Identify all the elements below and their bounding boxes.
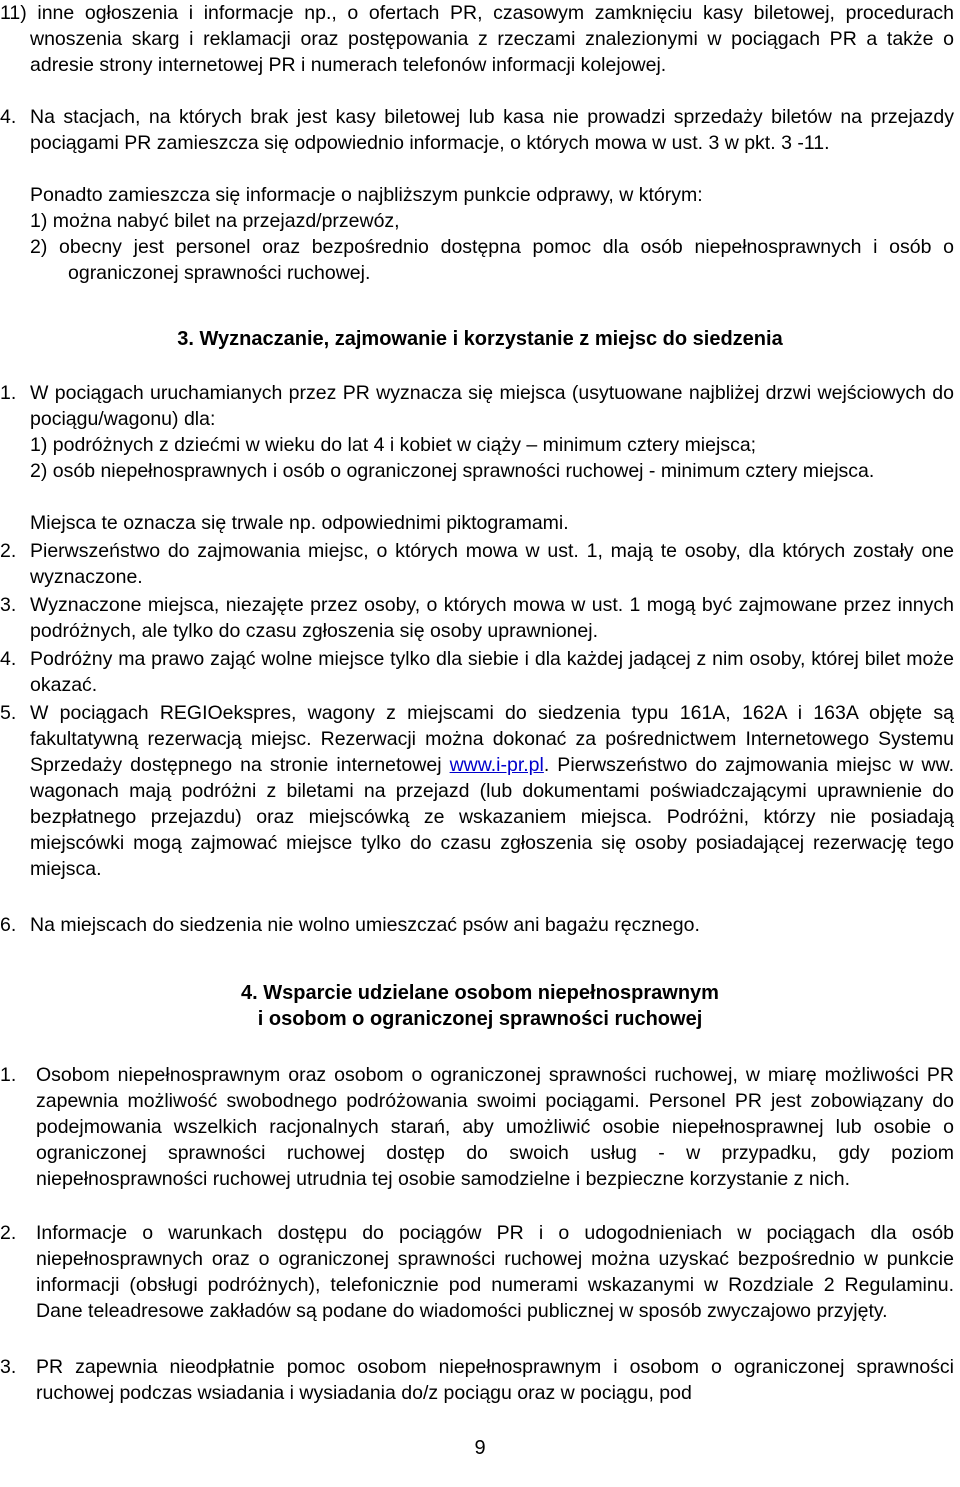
list-item-text: 11) inne ogłoszenia i informacje np., o ofertach PR, czasowym zamknięciu kasy biletowej, procedurach wnoszenia skarg i reklamacji oraz postępowania z rzeczami znalezionymi w pociągach PR a także o adresie strony internetowej PR i numerach telefonów informacji kolejowej. (0, 2, 954, 76)
paragraph-number: 4. (0, 648, 17, 670)
section-3-paragraph-1-list-1 (0, 432, 954, 458)
page-number: 9 (474, 1437, 486, 1459)
website-link[interactable]: www.i-pr.pl (449, 754, 544, 776)
paragraph-number: 3. (0, 594, 17, 616)
section-3-paragraph-1 (0, 380, 954, 432)
section-4-heading (0, 980, 960, 1032)
continuation-text: Miejsca te oznacza się trwale np. odpowiednimi piktogramami. (30, 512, 569, 534)
paragraph-text: Na stacjach, na których brak jest kasy biletowej lub kasa nie prowadzi sprzedaży biletów na przejazdy pociągami PR zamieszcza się odpowiednio informacje, o których mowa w ust. 3 w pkt. 3 -11. (30, 106, 954, 154)
list-item-text: 2) obecny jest personel oraz bezpośrednio dostępna pomoc dla osób niepełnosprawnych i osób o ograniczonej sprawności ruchowej. (30, 236, 954, 284)
section-3-paragraph-4 (0, 646, 954, 698)
paragraph-number: 3. (0, 1356, 17, 1378)
paragraph-4-list-2 (0, 234, 954, 286)
paragraph-number: 1. (0, 382, 17, 404)
paragraph-text-continued: . Pierwszeństwo do zajmowania miejsc w ww. wagonach mają podróżni z biletami na przejazd (lub dokumentami poświadczającymi uprawnienie do bezpłatnego przejazdu) oraz miejscówką ze wskazaniem miejsca. Podróżni, którzy nie posiadają miejscówki mogą zajmować miejsce tylko do czasu zgłoszenia się osoby posiadającej rezerwację tego miejsca. (30, 754, 954, 880)
paragraph-text: Osobom niepełnosprawnym oraz osobom o ograniczonej sprawności ruchowej, w miarę możliwości PR zapewnia możliwość swobodnego podróżowania swoimi pociągami. Personel PR jest zobowiązany do podejmowania wszelkich racjonalnych starań, aby umożliwić osobie niepełnosprawnej lub osobie o ograniczonej sprawności ruchowej dostęp do swoich usług - w przypadku, gdy poziom niepełnosprawności ruchowej utrudnia tej osobie samodzielne i bezpieczne korzystanie z nich. (36, 1064, 954, 1190)
paragraph-text: Podróżny ma prawo zająć wolne miejsce tylko dla siebie i dla każdej jadącej z nim osoby, której bilet może okazać. (30, 648, 954, 696)
section-4-paragraph-3 (0, 1354, 954, 1406)
section-3-paragraph-3 (0, 592, 954, 644)
section-3-heading (0, 326, 960, 352)
section-3-paragraph-1-list-2 (0, 458, 954, 484)
section-3-paragraph-6 (0, 912, 954, 938)
section-3-paragraph-5 (0, 700, 954, 882)
paragraph-text: W pociągach uruchamianych przez PR wyznacza się miejsca (usytuowane najbliżej drzwi wejściowych do pociągu/wagonu) dla: (30, 382, 954, 430)
paragraph-text: Pierwszeństwo do zajmowania miejsc, o których mowa w ust. 1, mają te osoby, dla których zostały one wyznaczone. (30, 540, 954, 588)
list-item-11 (0, 0, 954, 78)
section-4-paragraph-2 (0, 1220, 954, 1324)
heading-line-2: i osobom o ograniczonej sprawności ruchowej (257, 1008, 703, 1030)
paragraph-4-continuation (0, 182, 954, 208)
paragraph-text: W pociągach REGIOekspres, wagony z miejscami do siedzenia typu 161A, 162A i 163A objęte są fakultatywną rezerwacją miejsc. Rezerwacji można dokonać za pośrednictwem Internetowego Systemu Sprzedaży dostępnego na stronie internetowej (30, 702, 954, 776)
paragraph-number: 4. (0, 106, 17, 128)
heading-text: 3. Wyznaczanie, zajmowanie i korzystanie z miejsc do siedzenia (177, 328, 783, 350)
paragraph-number: 2. (0, 1222, 17, 1244)
list-item-text: 1) można nabyć bilet na przejazd/przewóz, (30, 210, 400, 232)
paragraph-text: Informacje o warunkach dostępu do pociągów PR i o udogodnieniach w pociągach dla osób niepełnosprawnych oraz o ograniczonej sprawności ruchowej można uzyskać bezpośrednio w punkcie informacji (obsługi podróżnych), telefonicznie pod numerami wskazanymi w Rozdziale 2 Regulaminu. Dane teleadresowe zakładów są podane do wiadomości publicznej w sposób zwyczajowo przyjęty. (36, 1222, 954, 1322)
paragraph-4 (0, 104, 954, 156)
heading-line-1: 4. Wsparcie udzielane osobom niepełnosprawnym (241, 982, 719, 1004)
paragraph-text: Na miejscach do siedzenia nie wolno umieszczać psów ani bagażu ręcznego. (30, 914, 700, 936)
continuation-text: Ponadto zamieszcza się informacje o najbliższym punkcie odprawy, w którym: (30, 184, 703, 206)
section-3-paragraph-1-continuation (0, 510, 954, 536)
section-3-paragraph-2 (0, 538, 954, 590)
paragraph-number: 5. (0, 702, 17, 724)
list-item-text: 1) podróżnych z dziećmi w wieku do lat 4 i kobiet w ciąży – minimum cztery miejsca; (30, 434, 757, 456)
section-4-paragraph-1 (0, 1062, 954, 1192)
paragraph-4-list-1 (0, 208, 954, 234)
list-item-text: 2) osób niepełnosprawnych i osób o ograniczonej sprawności ruchowej - minimum cztery miejsca. (30, 460, 875, 482)
paragraph-number: 2. (0, 540, 17, 562)
paragraph-number: 1. (0, 1064, 17, 1086)
paragraph-text: Wyznaczone miejsca, niezajęte przez osoby, o których mowa w ust. 1 mogą być zajmowane przez innych podróżnych, ale tylko do czasu zgłoszenia się osoby uprawnionej. (30, 594, 954, 642)
paragraph-number: 6. (0, 914, 17, 936)
paragraph-text: PR zapewnia nieodpłatnie pomoc osobom niepełnosprawnym i osobom o ograniczonej sprawności ruchowej podczas wsiadania i wysiadania do/z pociągu oraz w pociągu, pod (36, 1356, 954, 1404)
